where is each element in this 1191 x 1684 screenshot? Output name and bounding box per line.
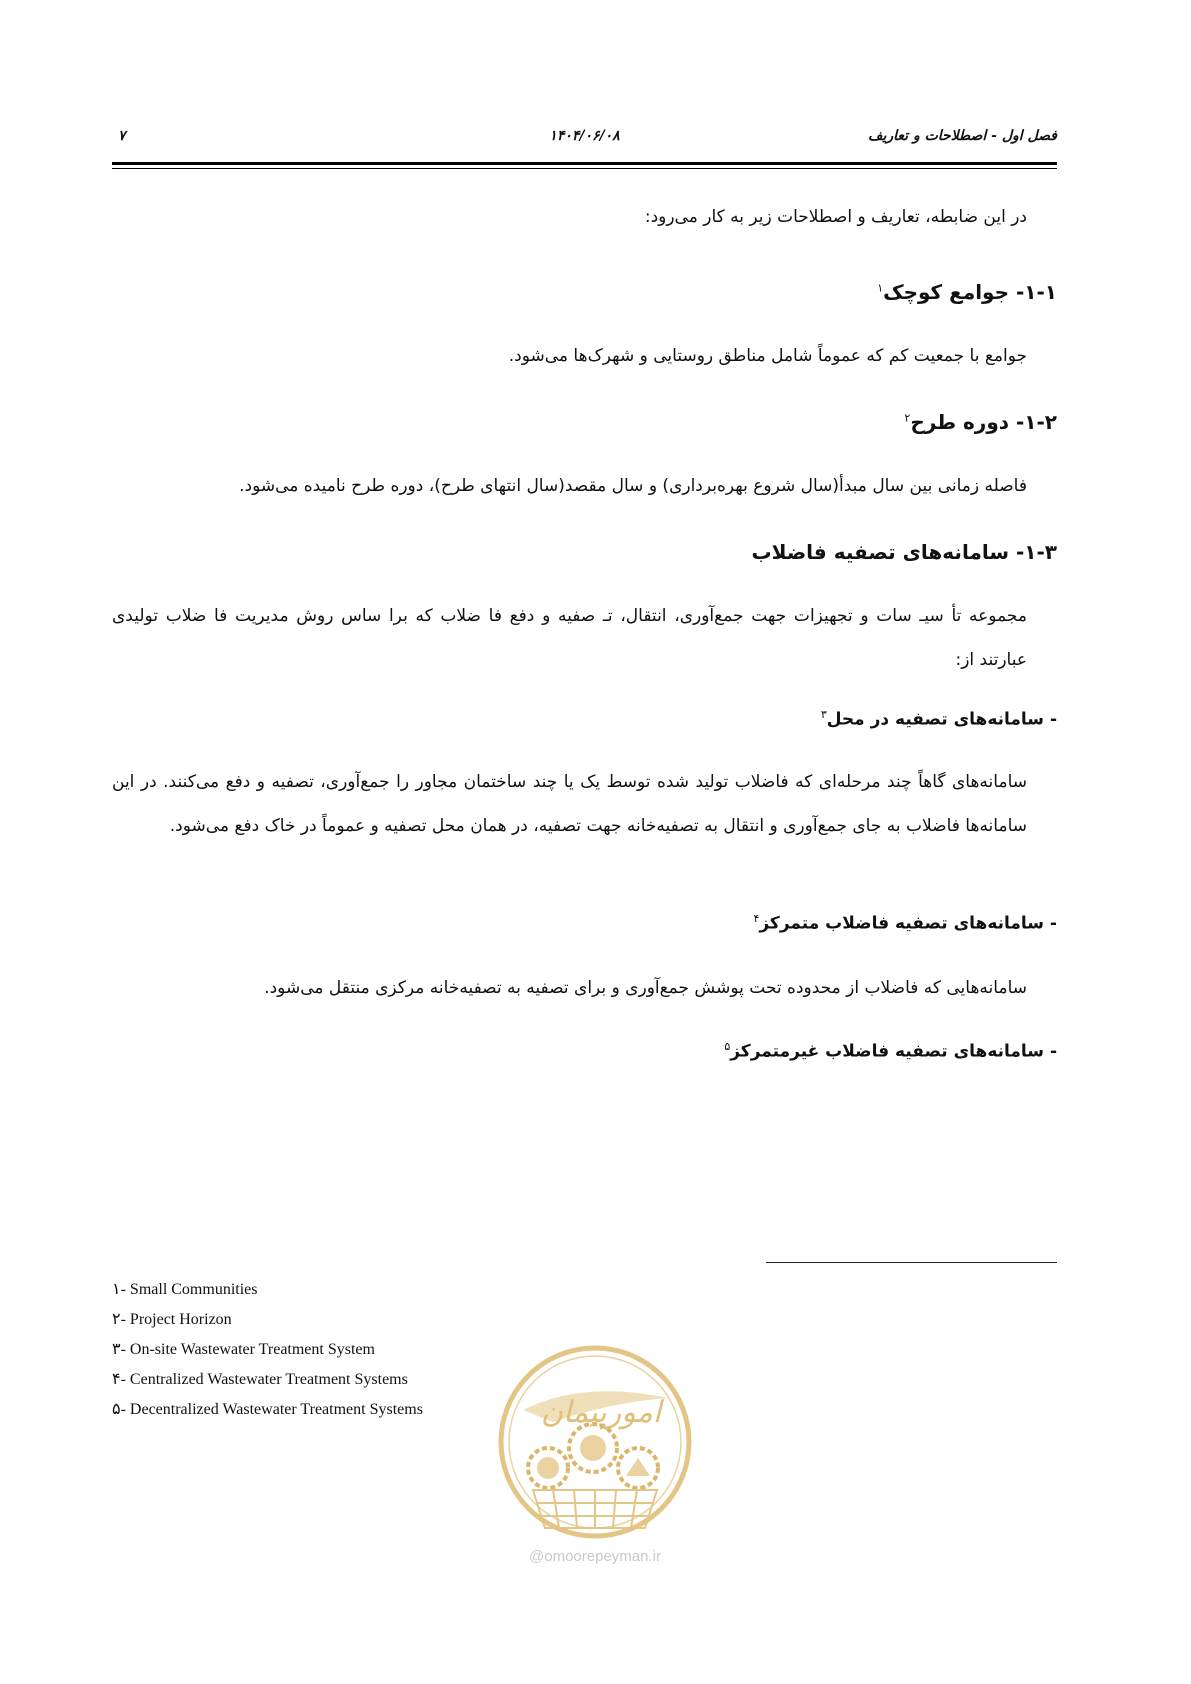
intro-paragraph: در این ضابطه، تعاریف و اصطلاحات زیر به کار می‌رود:: [644, 207, 1027, 227]
subsection-heading-text: - سامانه‌های تصفیه در محل: [826, 709, 1057, 730]
section-heading-small-communities: [112, 280, 1057, 304]
footnote-item: ۳- On-site Wastewater Treatment System: [112, 1341, 375, 1358]
footnote-item: ۵- Decentralized Wastewater Treatment Systems: [112, 1401, 423, 1418]
subsection-heading-text: - سامانه‌های تصفیه فاضلاب غیرمتمرکز: [730, 1041, 1057, 1062]
subsection-body-onsite: سامانه‌های گاهاً چند مرحله‌ای که فاضلاب تولید شده توسط یک یا چند ساختمان مجاور را جمع‌آوری، تصفیه و دفع می‌کنند. در این سامانه‌ها فاضلاب به جای جمع‌آوری و انتقال به تصفیه‌خانه جهت تصفیه، در همان محل تصفیه و عموماً در خاک دفع می‌شود.: [112, 772, 1027, 836]
footnote-ref: ۳: [820, 708, 827, 721]
footnote-ref: ۴: [753, 912, 760, 925]
subsection-heading-decentralized: [112, 1040, 1057, 1062]
svg-text:امورپیمان: امورپیمان: [540, 1395, 662, 1430]
subsection-heading-centralized: [112, 912, 1057, 934]
section-heading-treatment-systems: [112, 540, 1057, 564]
header-date: ۱۴۰۴/۰۶/۰۸: [549, 128, 620, 144]
page-header: [112, 128, 1057, 152]
footnote-item: ۱- Small Communities: [112, 1281, 258, 1298]
section-heading-text: ۱-۳- سامانه‌های تصفیه فاضلاب: [751, 540, 1057, 564]
section-heading-text: ۱-۱- جوامع کوچک: [883, 280, 1057, 304]
section-body-project-horizon: فاصله زمانی بین سال مبدأ(سال شروع بهره‌برداری) و سال مقصد(سال انتهای طرح)، دوره طرح نامیده می‌شود.: [239, 476, 1027, 496]
subsection-body-centralized: سامانه‌هایی که فاضلاب از محدوده تحت پوشش جمع‌آوری و برای تصفیه به تصفیه‌خانه مرکزی منتقل می‌شود.: [264, 978, 1027, 998]
subsection-heading-text: - سامانه‌های تصفیه فاضلاب متمرکز: [759, 913, 1057, 934]
footnote-separator: [766, 1262, 1057, 1263]
footnote-item: ۲- Project Horizon: [112, 1311, 232, 1328]
watermark-url: @omoorepeyman.ir: [529, 1548, 661, 1565]
footnote-ref: ۱: [877, 281, 884, 295]
chapter-title: فصل اول - اصطلاحات و تعاریف: [868, 128, 1057, 144]
header-rule-thick: [112, 162, 1057, 165]
seal-logo-icon: [493, 1340, 697, 1545]
header-rule-thin: [112, 168, 1057, 169]
subsection-heading-onsite: [112, 708, 1057, 730]
watermark-seal: [493, 1340, 697, 1580]
footnote-item: ۴- Centralized Wastewater Treatment Systems: [112, 1371, 408, 1388]
footnote-ref: ۵: [724, 1040, 731, 1053]
section-heading-text: ۱-۲- دوره طرح: [910, 410, 1057, 434]
section-body-treatment-systems: مجموعه تأ سیـ سات و تجهیزات جهت جمع‌آوری، انتقال، تـ صفیه و دفع فا ضلاب که برا ساس روش مدیریت فا ضلاب تولیدی عبارتند از:: [112, 606, 1027, 670]
footnote-ref: ۲: [904, 411, 911, 425]
section-heading-project-horizon: [112, 410, 1057, 434]
page-number: ۷: [118, 128, 126, 144]
section-body-small-communities: جوامع با جمعیت کم که عموماً شامل مناطق روستایی و شهرک‌ها می‌شود.: [508, 346, 1027, 366]
